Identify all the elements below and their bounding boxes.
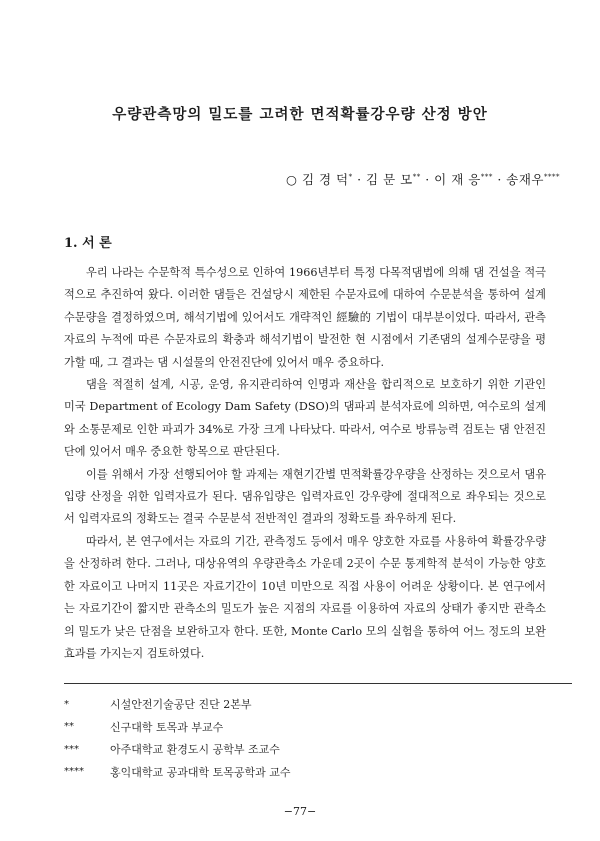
footnote (64, 761, 544, 784)
footnote-text: 홍익대학교 공과대학 토목공학과 교수 (110, 765, 291, 779)
paragraph: 우리 나라는 수문학적 특수성으로 인하여 1966년부터 특정 다목적댐법에 의해 댐 건설을 적극적으로 추진하여 왔다. 이러한 댐들은 건설당시 제한된 수문자료에 대하여 수문분석을 통하여 설계수문량을 결정하였으며, 해석기법에 있어서도 개략적인 經驗的 기법이 대부분이었다. 따라서, 관측자료의 누적에 따른 수문자료의 확충과 해석기법이 발전한 현 시점에서 기존댐의 설계수문량을 평가할 때, 그 결과는 댐 시설물의 안전진단에 있어서 매우 중요하다. (64, 266, 546, 369)
author-name: 송재우 (506, 172, 544, 187)
paper-title: 우량관측망의 밀도를 고려한 면적확률강우량 산정 방안 (112, 106, 488, 123)
section-heading: 1. 서 론 (64, 236, 112, 251)
author-separator: · (420, 172, 435, 187)
footnote-mark: *** (64, 743, 79, 755)
footnote-mark: * (64, 698, 69, 710)
footnote (64, 738, 544, 761)
footnote (64, 693, 544, 716)
author-affiliation-mark: **** (544, 172, 560, 181)
footnote-divider (64, 683, 572, 684)
author-name: 김 경 덕 (301, 172, 349, 187)
footnote-text: 신구대학 토목과 부교수 (110, 720, 224, 734)
author-prefix: ○ (286, 172, 302, 187)
page-number: −77− (283, 805, 317, 818)
footnote-mark: ** (64, 721, 74, 733)
author-name: 김 문 모 (366, 172, 413, 187)
author-affiliation-mark: * (348, 172, 353, 181)
footnote (64, 716, 544, 739)
footnote-mark: **** (64, 766, 84, 778)
paragraph: 댐을 적절히 설계, 시공, 운영, 유지관리하여 인명과 재산을 합리적으로 보호하기 위한 기관인 미국 Department of Ecology Dam Safety (DSO)의 댐파괴 분석자료에 의하면, 여수로의 설계와 소통문제로 인한 파괴가 34%로 가장 크게 나타났다. 따라서, 여수로 방류능력 검토는 댐 안전진단에 있어서 매우 중요한 항목으로 판단된다. (64, 378, 546, 459)
author-affiliation-mark: *** (480, 172, 493, 181)
footnote-text: 아주대학교 환경도시 공학부 조교수 (110, 743, 280, 757)
author-separator: · (492, 172, 507, 187)
author-affiliation-mark: ** (412, 172, 421, 181)
author-line (286, 170, 560, 188)
paragraph: 따라서, 본 연구에서는 자료의 기간, 관측정도 등에서 매우 양호한 자료를 사용하여 확률강우량을 산정하려 한다. 그러나, 대상유역의 우량관측소 가운데 2곳이 수문 통계학적 분석이 가능한 양호한 자료이고 나머지 11곳은 자료기간이 10년 미만으로 직접 사용이 어려운 상황이다. 본 연구에서는 자료기간이 짧지만 관측소의 밀도가 높은 지점의 자료를 이용하여 자료의 상태가 좋지만 관측소의 밀도가 낮은 단점을 보완하고자 한다. 또한, Monte Carlo 모의 실험을 통하여 어느 정도의 보완 효과를 가지는지 검토하였다. (64, 534, 546, 660)
footnotes (64, 693, 544, 783)
author-name: 이 재 응 (434, 172, 481, 187)
footnote-text: 시설안전기술공단 진단 2본부 (110, 698, 252, 712)
paragraph: 이를 위해서 가장 선행되어야 할 과제는 재현기간별 면적확률강우량을 산정하는 것으로서 댐유입량 산정을 위한 입력자료가 된다. 댐유입량은 입력자료인 강우량에 절대적으로 좌우되는 것으로서 입력자료의 정확도는 결국 수문분석 전반적인 결과의 정확도를 좌우하게 된다. (64, 467, 546, 526)
author-separator: · (352, 172, 367, 187)
body-text (64, 262, 546, 665)
